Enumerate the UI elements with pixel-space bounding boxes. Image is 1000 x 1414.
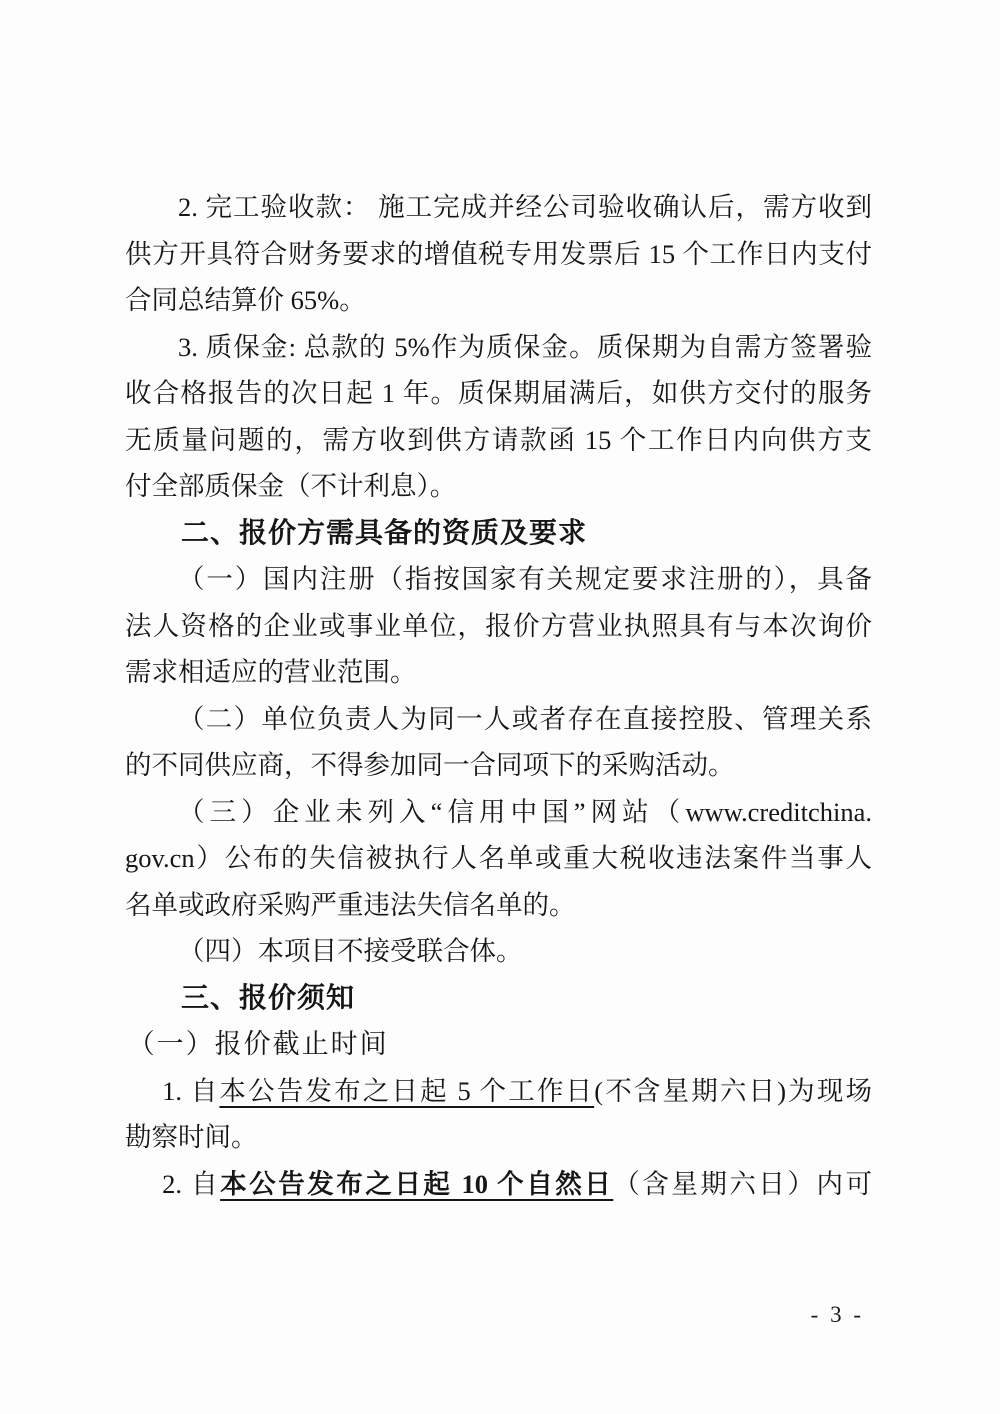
section2-item3-line2: gov.cn）公布的失信被执行人名单或重大税收违法案件当事人 xyxy=(125,843,872,873)
section2-item4-line1: （四）本项目不接受联合体。 xyxy=(178,936,523,966)
section2-heading: 二、报价方需具备的资质及要求 xyxy=(181,516,588,548)
payment-item3-line1: 3. 质保金: 总款的 5%作为质保金。质保期为自需方签署验 xyxy=(178,331,872,362)
notice-item1-prefix: 1. 自 xyxy=(162,1075,220,1106)
page-number: - 3 - xyxy=(810,1302,864,1327)
payment-item2-line3: 合同总结算价 65%。 xyxy=(125,285,366,315)
section2-item2-line2: 的不同供应商，不得参加同一合同项下的采购活动。 xyxy=(125,750,735,780)
section2-item1-line1: （一）国内注册（指按国家有关规定要求注册的），具备 xyxy=(178,564,872,594)
section3-sub1-label: （一）报价截止时间 xyxy=(127,1029,389,1059)
section3-item1-line2: 勘察时间。 xyxy=(125,1122,258,1152)
section2-item1-line2: 法人资格的企业或事业单位，报价方营业执照具有与本次询价 xyxy=(125,610,872,641)
payment-item3-line4: 付全部质保金（不计利息）。 xyxy=(125,471,457,501)
notice-item1-underlined: 本公告发布之日起 5 个工作日 xyxy=(219,1075,595,1106)
section3-heading: 三、报价须知 xyxy=(181,981,356,1013)
payment-item2-line2: 供方开具符合财务要求的增值税专用发票后 15 个工作日内支付 xyxy=(125,238,872,269)
notice-item2-suffix: （含星期六日）内可 xyxy=(613,1168,872,1199)
section2-item2-line1: （二）单位负责人为同一人或者存在直接控股、管理关系 xyxy=(178,703,872,734)
section2-item3-line3: 名单或政府采购严重违法失信名单的。 xyxy=(125,889,576,920)
section2-item1-line3: 需求相适应的营业范围。 xyxy=(125,657,417,687)
section2-item3-line1: （三）企业未列入“信用中国”网站（www.creditchina. xyxy=(178,796,872,827)
document-body xyxy=(125,184,872,1207)
payment-item3-line3: 无质量问题的，需方收到供方请款函 15 个工作日内向供方支 xyxy=(125,424,872,455)
notice-item2-prefix: 2. 自 xyxy=(162,1168,221,1199)
section3-item2-line1 xyxy=(125,1161,872,1208)
notice-item2-underlined: 本公告发布之日起 10 个自然日 xyxy=(220,1168,614,1199)
notice-item1-suffix: (不含星期六日)为现场 xyxy=(594,1075,872,1106)
payment-item2-line1: 2. 完工验收款： 施工完成并经公司验收确认后，需方收到 xyxy=(178,192,872,222)
section3-item1-line1 xyxy=(125,1068,872,1115)
payment-item3-line2: 收合格报告的次日起 1 年。质保期届满后，如供方交付的服务 xyxy=(125,378,872,408)
